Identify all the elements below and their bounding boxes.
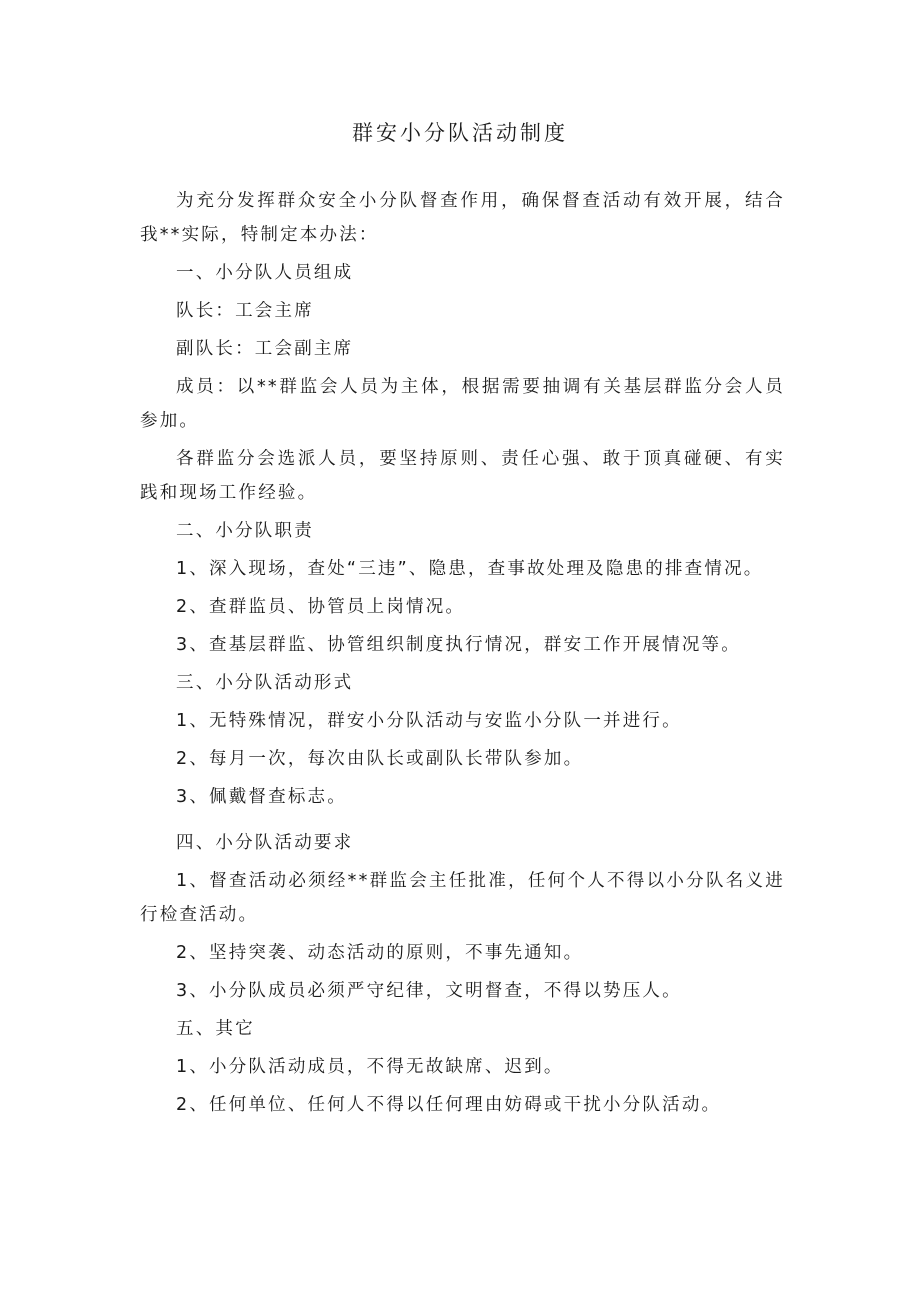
members-paragraph: 成员：以**群监会人员为主体，根据需要抽调有关基层群监分会人员参加。 — [140, 377, 785, 431]
duty-item-3: 3、查基层群监、协管组织制度执行情况，群安工作开展情况等。 — [176, 635, 741, 655]
vice-captain-line: 副队长：工会副主席 — [176, 339, 354, 359]
requirement-item-1: 1、督查活动必须经**群监会主任批准，任何个人不得以小分队名义进行检查活动。 — [140, 871, 785, 925]
section-heading-5: 五、其它 — [176, 1019, 255, 1039]
section-heading-1: 一、小分队人员组成 — [176, 263, 354, 283]
duty-item-1: 1、深入现场，查处“三违”、隐患，查事故处理及隐患的排查情况。 — [176, 559, 764, 579]
other-item-2: 2、任何单位、任何人不得以任何理由妨碍或干扰小分队活动。 — [176, 1095, 722, 1115]
captain-line: 队长：工会主席 — [176, 301, 314, 321]
document-body — [140, 184, 785, 1126]
requirement-item-2: 2、坚持突袭、动态活动的原则，不事先通知。 — [176, 943, 584, 963]
selection-paragraph: 各群监分会选派人员，要坚持原则、责任心强、敢于顶真碰硬、有实践和现场工作经验。 — [140, 449, 785, 503]
requirement-item-3: 3、小分队成员必须严守纪律，文明督查，不得以势压人。 — [176, 981, 682, 1001]
duty-item-2: 2、查群监员、协管员上岗情况。 — [176, 597, 466, 617]
intro-paragraph: 为充分发挥群众安全小分队督查作用，确保督查活动有效开展，结合我**实际，特制定本办法： — [140, 191, 785, 245]
section-heading-2: 二、小分队职责 — [176, 521, 314, 541]
section-heading-3: 三、小分队活动形式 — [176, 673, 354, 693]
document-title: 群安小分队活动制度 — [352, 121, 568, 145]
form-item-1: 1、无特殊情况，群安小分队活动与安监小分队一并进行。 — [176, 711, 682, 731]
section-heading-4: 四、小分队活动要求 — [176, 833, 354, 853]
form-item-3: 3、佩戴督查标志。 — [176, 787, 347, 807]
form-item-2: 2、每月一次，每次由队长或副队长带队参加。 — [176, 749, 584, 769]
other-item-1: 1、小分队活动成员，不得无故缺席、迟到。 — [176, 1057, 564, 1077]
